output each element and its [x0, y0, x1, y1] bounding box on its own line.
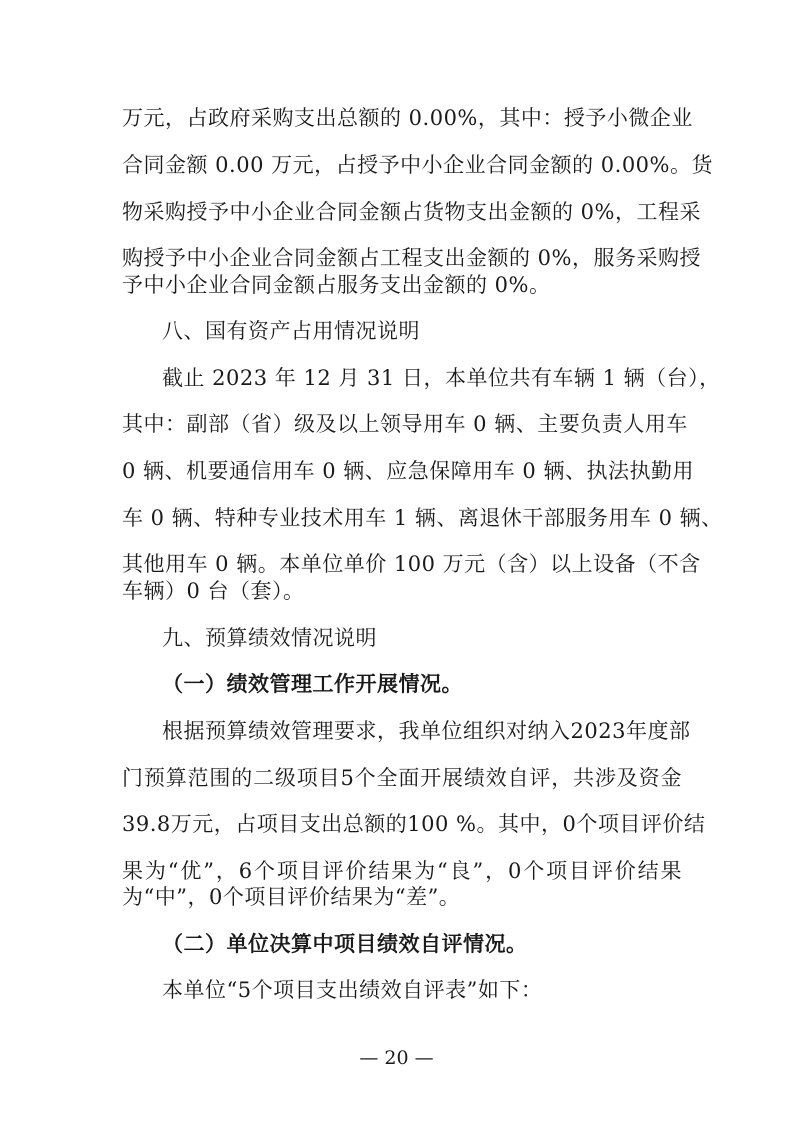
paragraph-line: 车辆）0 台（套）。 — [122, 579, 305, 603]
paragraph-line: 其中：副部（省）级及以上领导用车 0 辆、主要负责人用车 — [122, 412, 688, 436]
paragraph-line: 予中小企业合同金额占服务支出金额的 0%。 — [122, 273, 551, 297]
paragraph-line: 根据预算绩效管理要求，我单位组织对纳入2023年度部 — [162, 719, 691, 743]
paragraph-line: 本单位“5个项目支出绩效自评表”如下： — [162, 978, 543, 1002]
paragraph-line: 39.8万元，占项目支出总额的100 %。其中，0个项目评价结 — [122, 812, 706, 836]
paragraph-line: 合同金额 0.00 万元，占授予中小企业合同金额的 0.00%。货 — [122, 153, 713, 177]
paragraph-line: 门预算范围的二级项目5个全面开展绩效自评，共涉及资金 — [122, 766, 682, 790]
paragraph-line: 购授予中小企业合同金额占工程支出金额的 0%，服务采购授 — [122, 246, 701, 270]
page-number: — 20 — — [359, 1047, 434, 1069]
subsection-heading-self-evaluation: （二）单位决算中项目绩效自评情况。 — [162, 932, 528, 956]
paragraph-line: 为“中”，0个项目评价结果为“差”。 — [122, 885, 461, 909]
section-heading-assets: 八、国有资产占用情况说明 — [162, 319, 420, 343]
paragraph-line: 车 0 辆、特种专业技术用车 1 辆、离退休干部服务用车 0 辆、 — [122, 506, 723, 530]
paragraph-line: 果为“优”，6个项目评价结果为“良”，0个项目评价结果 — [122, 859, 682, 883]
paragraph-line: 其他用车 0 辆。本单位单价 100 万元（含）以上设备（不含 — [122, 552, 701, 576]
subsection-heading-management: （一）绩效管理工作开展情况。 — [162, 672, 463, 696]
paragraph-line: 0 辆、机要通信用车 0 辆、应急保障用车 0 辆、执法执勤用 — [122, 459, 694, 483]
section-heading-performance: 九、预算绩效情况说明 — [162, 626, 377, 650]
paragraph-line: 万元，占政府采购支出总额的 0.00%，其中：授予小微企业 — [122, 106, 693, 130]
paragraph-line: 物采购授予中小企业合同金额占货物支出金额的 0%，工程采 — [122, 200, 701, 224]
paragraph-line: 截止 2023 年 12 月 31 日，本单位共有车辆 1 辆（台）， — [162, 366, 721, 390]
